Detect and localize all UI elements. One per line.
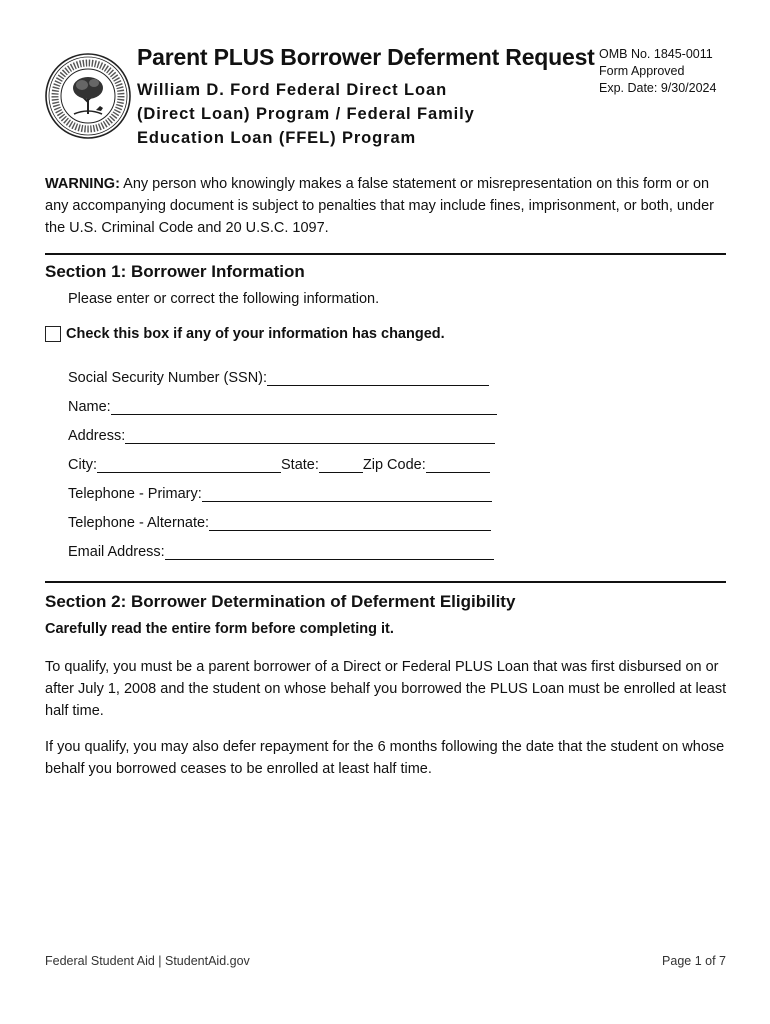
info-changed-checkbox[interactable] (45, 326, 61, 342)
name-field[interactable] (111, 397, 497, 415)
page-number: Page 1 of 7 (662, 954, 726, 968)
subtitle-line: William D. Ford Federal Direct Loan (137, 81, 448, 99)
info-changed-label: Check this box if any of your information has changed. (66, 326, 445, 342)
address-row (68, 422, 495, 444)
footer-site: Federal Student Aid | StudentAid.gov (45, 954, 250, 968)
phone-alternate-row (68, 509, 491, 531)
warning-label: WARNING: (45, 176, 120, 192)
phone-primary-row (68, 480, 492, 502)
name-row (68, 393, 497, 415)
expiration-date: Exp. Date: 9/30/2024 (599, 81, 717, 95)
zip-field[interactable] (426, 455, 490, 473)
ssn-label: Social Security Number (SSN): (68, 370, 268, 386)
address-field[interactable] (125, 426, 495, 444)
zip-label: Zip Code: (362, 457, 426, 473)
form-approved: Form Approved (599, 64, 685, 78)
section-divider (45, 581, 726, 583)
section-2-title: Section 2: Borrower Determination of Deferment Eligibility (45, 592, 516, 611)
department-of-education-seal-icon (44, 52, 132, 140)
omb-number: OMB No. 1845-0011 (599, 47, 713, 61)
phone-alternate-field[interactable] (209, 513, 491, 531)
warning-text: Any person who knowingly makes a false statement or misrepresentation on this form or on any accompanying document is subject to penalties that may include fines, imprisonment, or both, under the U.S. Criminal Code and 20 U.S.C. 1097. (45, 176, 714, 236)
name-label: Name: (68, 399, 111, 415)
eligibility-paragraph: To qualify, you must be a parent borrower of a Direct or Federal PLUS Loan that was first disbursed on or after July 1, 2008 and the student on whose behalf you borrowed the PLUS Loan must be enrolled at least half time. (45, 659, 727, 719)
subtitle-line: (Direct Loan) Program / Federal Family (137, 105, 475, 123)
ssn-field[interactable] (267, 368, 489, 386)
deferment-paragraph: If you qualify, you may also defer repayment for the 6 months following the date that the student on whose behalf you borrowed ceases to be enrolled at least half time. (45, 739, 725, 777)
section-2-instruction: Carefully read the entire form before completing it. (45, 621, 394, 637)
section-divider (45, 253, 726, 255)
email-row (68, 538, 494, 560)
email-field[interactable] (165, 542, 494, 560)
ssn-row (68, 364, 489, 386)
state-label: State: (281, 457, 319, 473)
email-label: Email Address: (68, 544, 165, 560)
omb-info (599, 46, 716, 97)
state-field[interactable] (319, 455, 363, 473)
subtitle-line: Education Loan (FFEL) Program (137, 129, 417, 147)
phone-alternate-label: Telephone - Alternate: (68, 515, 210, 531)
city-state-zip-row (68, 451, 490, 473)
form-title: Parent PLUS Borrower Deferment Request (137, 44, 595, 70)
program-subtitle (137, 78, 537, 150)
address-label: Address: (68, 428, 126, 444)
phone-primary-field[interactable] (202, 484, 492, 502)
section-1-intro: Please enter or correct the following information. (68, 291, 380, 307)
city-label: City: (68, 457, 97, 473)
section-1-title: Section 1: Borrower Information (45, 262, 305, 281)
city-field[interactable] (97, 455, 281, 473)
warning-notice (45, 173, 735, 239)
phone-primary-label: Telephone - Primary: (68, 486, 202, 502)
info-changed-row (45, 326, 445, 342)
